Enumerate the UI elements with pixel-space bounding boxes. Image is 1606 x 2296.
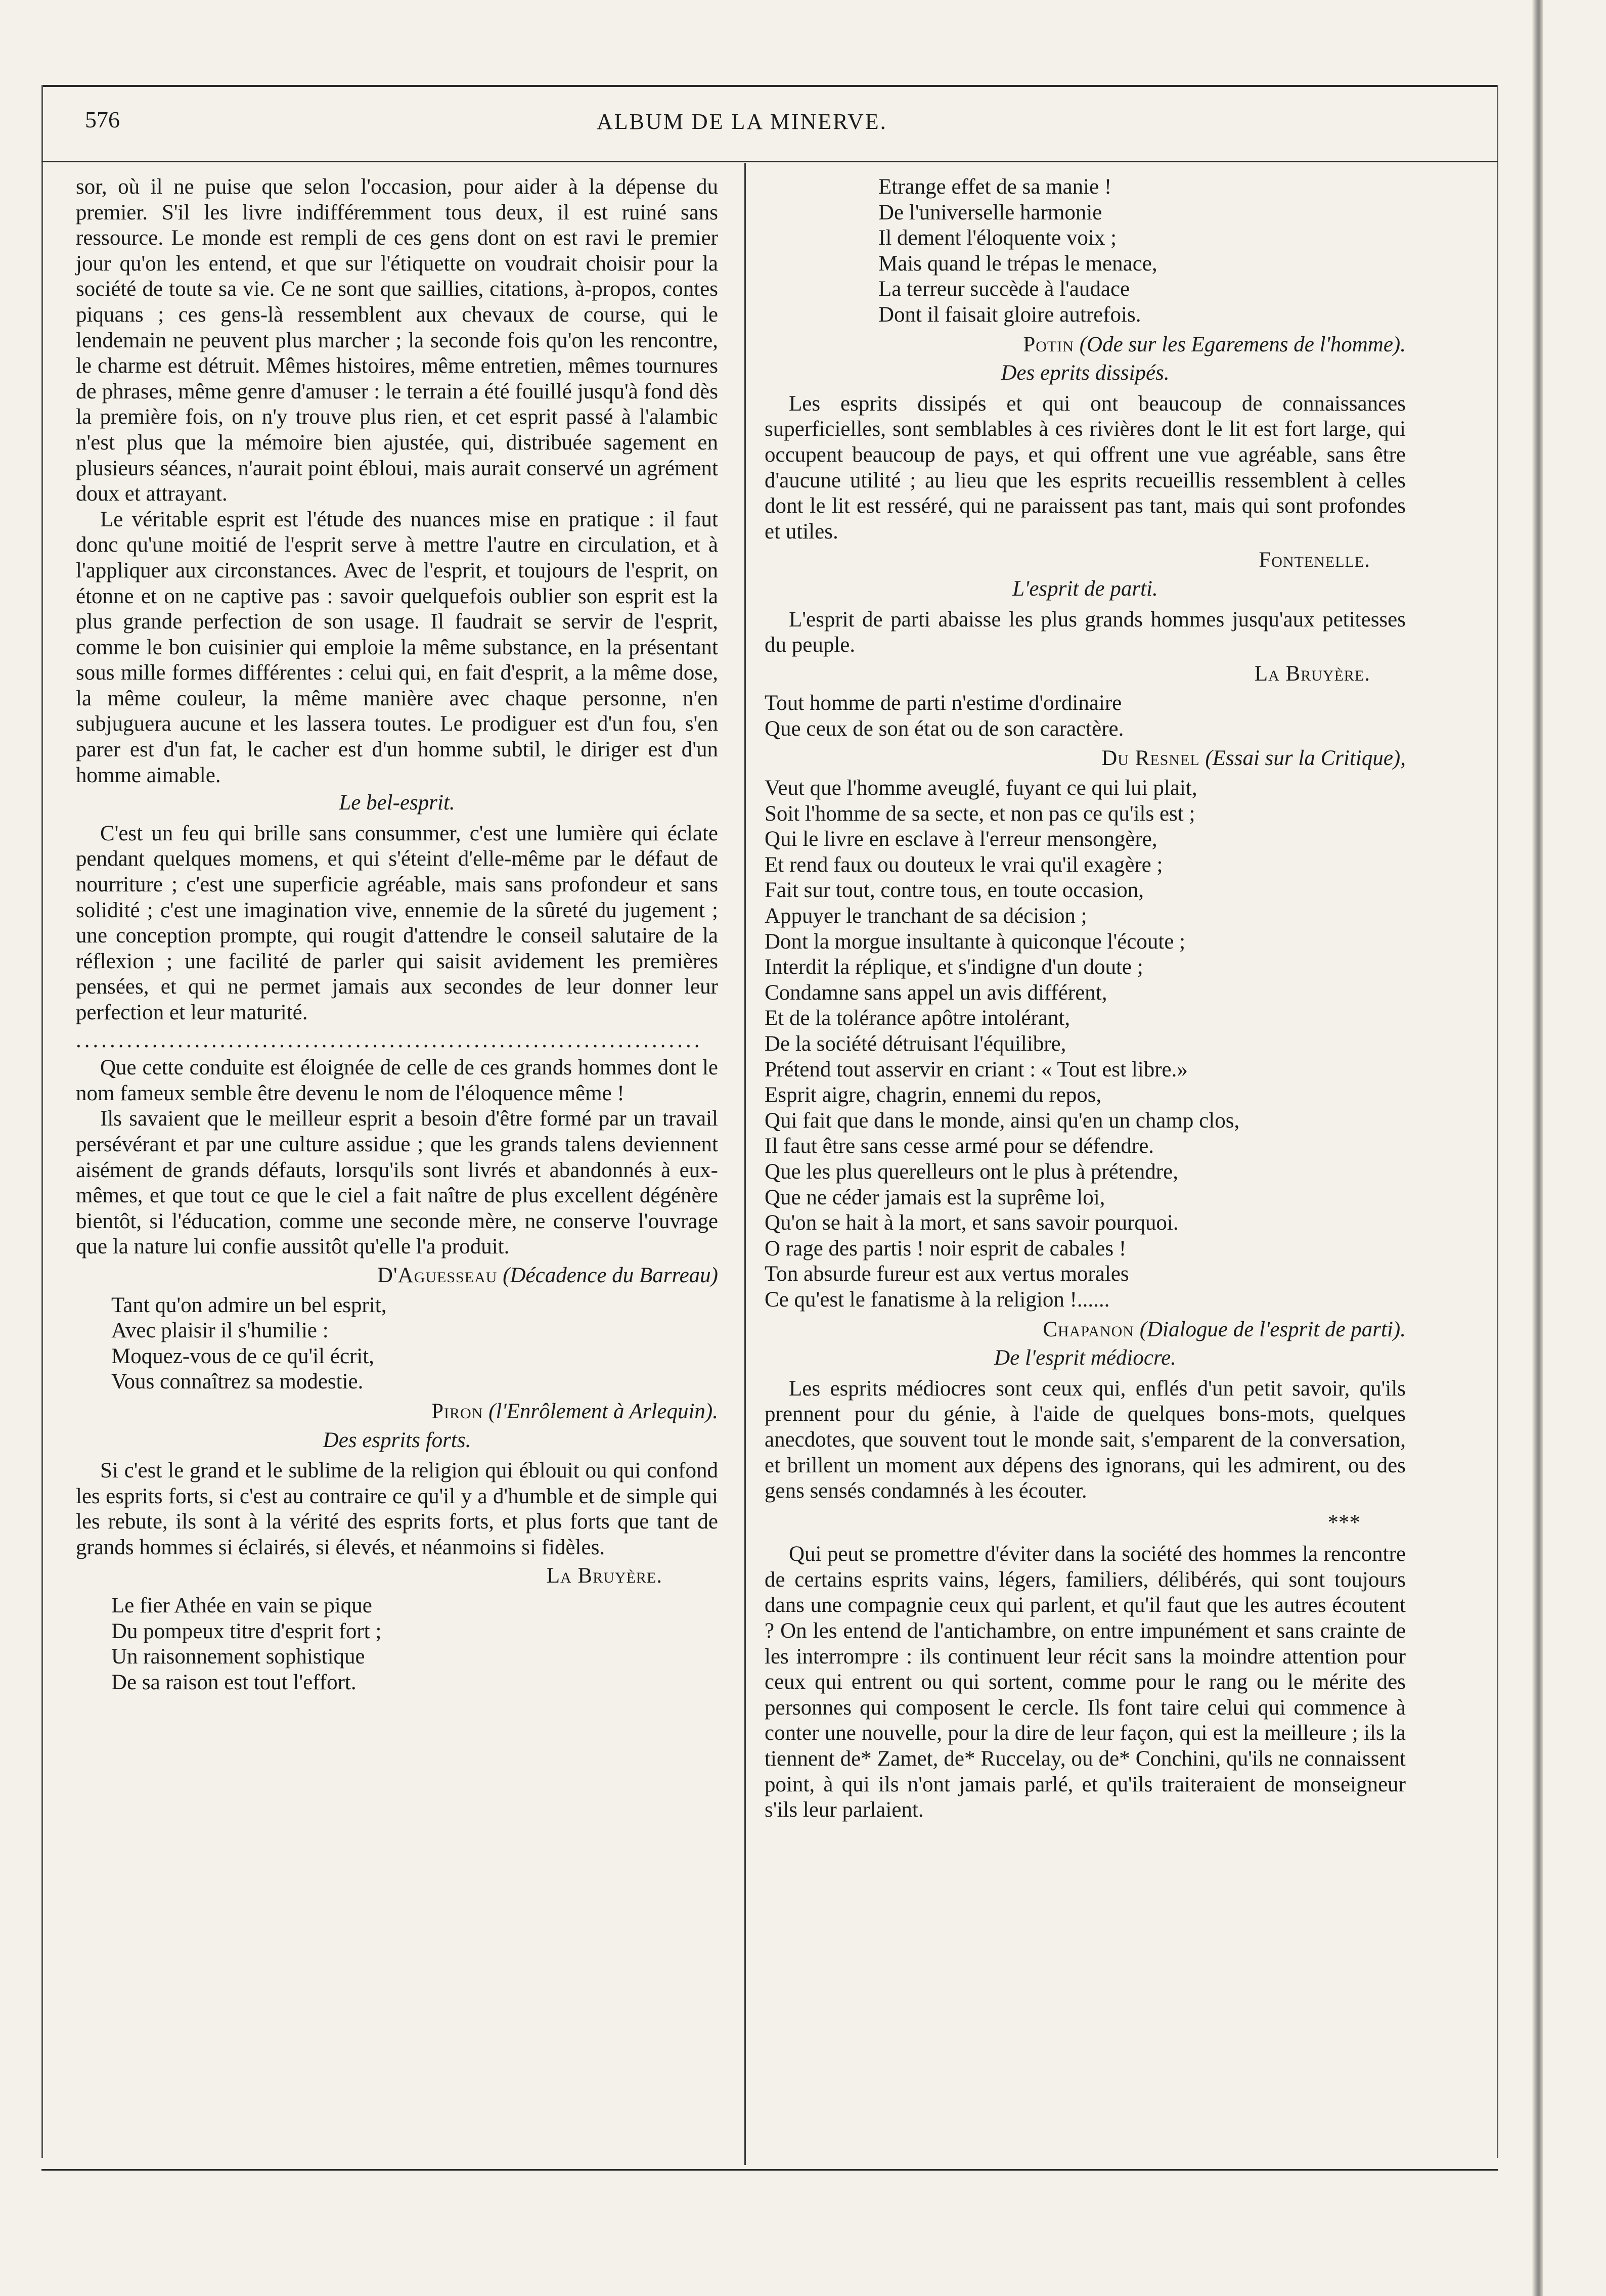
section-title-bel-esprit: Le bel-esprit. [339, 791, 455, 815]
paragraph: Si c'est le grand et le sublime de la religion qui éblouit ou qui confond les esprits forts, si c'est au contraire ce qu'il y a d'humble et de simple qui les rebute, ils sont à la vérité des esprits forts, et plus forts que tant de grands hommes si éclairés, si élevés, et néanmoins si fidèles. [76, 1459, 718, 1559]
paragraph: Ils savaient que le meilleur esprit a besoin d'être formé par un travail persévérant et par une culture assidue ; que les grands talens deviennent aisément de grands défauts, lorsqu'ils sont livrés et abandonnés à eux-mêmes, et que tout ce que le ciel a fait naître de plus excellent dégénère bientôt, si l'éducation, comme une seconde mère, ne conserve l'ouvrage que la nature lui confie aussitôt qu'elle l'a produit. [76, 1107, 718, 1259]
paragraph: Qui peut se promettre d'éviter dans la société des hommes la rencontre de certains esprits vains, légers, familiers, délibérés, qui sont toujours dans une compagnie ceux qui parlent, et qu'il faut que les autres écoutent ? On les entend de l'antichambre, on entre impunément et sans crainte de les interrompre : ils continuent leur récit sans la moindre attention pour ceux qui entrent ou qui sortent, comme pour le rang ou le mérite des personnes qui composent le cercle. Ils font taire celui qui commence à conter une nouvelle, pour la dire de leur façon, qui est la meilleure ; ils la tiennent de* Zamet, de* Ruccelay, ou de* Conchini, qu'ils ne connaissent point, à qui ils n'ont jamais parlé, et qu'ils traiteraient de monseigneur s'ils leur parlaient. [765, 1542, 1406, 1822]
page-number: 576 [85, 107, 120, 132]
verse-line: Fait sur tout, contre tous, en toute occasion, [765, 878, 1144, 903]
verse-line: Vous connaîtrez sa modestie. [111, 1370, 364, 1394]
attribution-work: (l'Enrôlement à Arlequin). [488, 1399, 718, 1423]
attribution-author: Chapanon [1043, 1317, 1134, 1341]
attribution-work: (Décadence du Barreau) [503, 1263, 718, 1287]
verse-line: Veut que l'homme aveuglé, fuyant ce qui lui plait, [765, 776, 1197, 800]
verse-line: O rage des partis ! noir esprit de cabales ! [765, 1236, 1127, 1260]
section-title-dissipes: Des eprits dissipés. [1001, 361, 1170, 385]
attribution-resnel [765, 746, 1406, 772]
attribution-piron [76, 1399, 718, 1425]
verse-piron [76, 1293, 718, 1395]
paragraph: Les esprits médiocres sont ceux qui, enflés d'un petit savoir, qu'ils prennent pour du génie, à l'aide de quelques bons-mots, quelques anecdotes, que souvent tout le monde sait, s'emparent de la conversation, et brillent un moment aux dépens des ignorans, qui les admirent, ou des gens sensés condamnés à les écouter. [765, 1376, 1406, 1503]
verse-line: Qui fait que dans le monde, ainsi qu'en un champ clos, [765, 1108, 1240, 1133]
verse-line: De l'universelle harmonie [878, 200, 1102, 224]
verse-line: Il dement l'éloquente voix ; [878, 226, 1117, 250]
attribution-author: Piron [431, 1399, 483, 1423]
attribution-work: (Ode sur les Egaremens de l'homme). [1079, 332, 1406, 356]
attribution-bruyere: La Bruyère. [546, 1564, 662, 1588]
verse-line: Avec plaisir il s'humilie : [111, 1319, 329, 1343]
verse-potin [765, 174, 1406, 328]
verse-line: Qui le livre en esclave à l'erreur mensongère, [765, 827, 1157, 851]
verse-line: Et rend faux ou douteux le vrai qu'il exagère ; [765, 852, 1163, 877]
section-title-parti: L'esprit de parti. [1012, 576, 1158, 601]
verse-line: Esprit aigre, chagrin, ennemi du repos, [765, 1083, 1102, 1107]
verse-line: Ton absurde fureur est aux vertus morales [765, 1262, 1129, 1286]
attribution-potin [765, 332, 1406, 358]
attribution-fontenelle: Fontenelle. [1259, 548, 1370, 572]
verse-line: Interdit la réplique, et s'indigne d'un doute ; [765, 955, 1143, 979]
verse-line: Moquez-vous de ce qu'il écrit, [111, 1344, 374, 1368]
verse-line: Que ceux de son état ou de son caractère. [765, 716, 1124, 741]
attribution-work: (Dialogue de l'esprit de parti). [1139, 1317, 1406, 1341]
paragraph: Les esprits dissipés et qui ont beaucoup de connaissances superficielles, sont semblables à ces rivières dont le lit est fort large, qui occupent beaucoup de pays, et qui offrent une vue agréable, sans être d'aucune utilité ; au lieu que les esprits recueillis ressemblent à celles dont le lit est resséré, qui ne paraissent pas tant, mais qui sont profondes et utiles. [765, 391, 1406, 544]
verse-athee [76, 1593, 718, 1695]
verse-parti [765, 691, 1406, 742]
verse-line: Du pompeux titre d'esprit fort ; [111, 1619, 382, 1643]
verse-line: Tant qu'on admire un bel esprit, [111, 1293, 387, 1317]
paragraph: L'esprit de parti abaisse les plus grands hommes jusqu'aux petitesses du peuple. [765, 607, 1406, 657]
right-frame-rule [1497, 85, 1498, 2158]
binding-edge [1532, 0, 1543, 2296]
verse-line: Dont la morgue insultante à quiconque l'écoute ; [765, 929, 1186, 954]
running-head: ALBUM DE LA MINERVE. [597, 109, 887, 134]
verse-line: Qu'on se hait à la mort, et sans savoir pourquoi. [765, 1211, 1179, 1235]
verse-line: Le fier Athée en vain se pique [111, 1594, 372, 1618]
top-rule [41, 85, 1498, 87]
verse-line: Que les plus querelleurs ont le plus à prétendre, [765, 1159, 1178, 1184]
attribution-author: Du Resnel [1101, 746, 1200, 771]
verse-line: Dont il faisait gloire autrefois. [878, 302, 1141, 327]
left-column [76, 174, 718, 1699]
verse-line: La terreur succède à l'audace [878, 277, 1130, 301]
verse-line: Que ne céder jamais est la suprême loi, [765, 1185, 1105, 1209]
right-column [765, 174, 1406, 1823]
verse-line: Tout homme de parti n'estime d'ordinaire [765, 691, 1122, 715]
paragraph: Que cette conduite est éloignée de celle de ces grands hommes dont le nom fameux semble être devenu le nom de l'éloquence même ! [76, 1056, 718, 1105]
attribution-author: D'Aguesseau [377, 1263, 498, 1287]
verse-line: Condamne sans appel un avis différent, [765, 980, 1107, 1005]
verse-line: Un raisonnement sophistique [111, 1645, 365, 1669]
section-stars: *** [1327, 1510, 1360, 1535]
verse-line: Etrange effet de sa manie ! [878, 175, 1112, 199]
column-divider [744, 163, 746, 2165]
attribution-aguesseau [76, 1263, 718, 1289]
verse-line: Ce qu'est le fanatisme à la religion !...... [765, 1287, 1110, 1312]
attribution-author: Potin [1023, 332, 1074, 356]
verse-critique [765, 776, 1406, 1313]
verse-line: Appuyer le tranchant de sa décision ; [765, 904, 1087, 928]
verse-line: Il faut être sans cesse armé pour se défendre. [765, 1134, 1154, 1158]
verse-line: Prétend tout asservir en criant : « Tout est libre.» [765, 1057, 1188, 1082]
attribution-chapanon [765, 1317, 1406, 1343]
verse-line: De la société détruisant l'équilibre, [765, 1032, 1066, 1056]
verse-line: Soit l'homme de sa secte, et non pas ce qu'ils est ; [765, 801, 1195, 826]
paragraph: Le véritable esprit est l'étude des nuances mise en pratique : il faut donc qu'une moitié de l'esprit serve à mettre l'autre en circulation, et à l'appliquer aux circonstances. Avec de l'esprit, et toujours de l'esprit, on étonne et on ne captive pas : savoir quelquefois oublier son esprit est la plus grande perfection de son usage. Il faudrait se servir de l'esprit, comme le bon cuisinier qui emploie la même substance, en la présentant sous mille formes différentes : celui qui, en fait d'esprit, a la même dose, la même couleur, la même manière avec chaque personne, n'en subjuguera aucune et les lassera toutes. Le prodiguer est d'un fou, s'en parer est d'un fat, le cacher est d'un homme subtil, le diriger est d'un homme aimable. [76, 507, 718, 787]
header-rule [41, 161, 1498, 162]
paragraph: sor, où il ne puise que selon l'occasion, pour aider à la dépense du premier. S'il les livre indifféremment tous deux, il est ruiné sans ressource. Le monde est rempli de ces gens dont on est ravi le premier jour qu'on les entend, et que sur l'étiquette on voudrait choisir pour la société de toute sa vie. Ce ne sont que saillies, citations, à-propos, contes piquans ; ces gens-là ressemblent aux chevaux de course, qui le lendemain ne peuvent plus marcher ; la seconde fois qu'on les rencontre, le charme est détruit. Mêmes histoires, même entretien, mêmes tournures de phrases, même genre d'amuser : le terrain a été fouillé jusqu'à fond dès la première fois, on n'y trouve plus rien, et cet esprit passé à l'alambic n'est plus que la mémoire bien ajustée, qui, distribuée sagement en plusieurs séances, n'aurait point ébloui, mais aurait conservé un agrément doux et attrayant. [76, 175, 718, 506]
paragraph: C'est un feu qui brille sans consummer, c'est une lumière qui éclate pendant quelques momens, et qui s'éteint d'elle-même par le défaut de nourriture ; c'est une superficie agréable, mais sans profondeur et sans solidité ; c'est une imagination vive, ennemie de la sûreté du jugement ; une conception prompte, qui rougit d'attendre le conseil salutaire de la réflexion ; une facilité de parler qui saisit avidement les premières pensées, et qui ne permet jamais aux secondes de leur donner leur perfection et leur maturité. [76, 821, 718, 1024]
bottom-rule [41, 2169, 1498, 2171]
verse-line: De sa raison est tout l'effort. [111, 1670, 356, 1694]
attribution-bruyere: La Bruyère. [1254, 661, 1370, 686]
section-title-esprits-forts: Des esprits forts. [323, 1428, 471, 1452]
verse-line: Mais quand le trépas le menace, [878, 251, 1157, 276]
attribution-work: (Essai sur la Critique), [1205, 746, 1406, 771]
left-frame-rule [41, 85, 43, 2158]
ellipsis-rule: .......................................................................... [76, 1028, 703, 1052]
verse-line: Et de la tolérance apôtre intolérant, [765, 1006, 1070, 1030]
section-title-mediocre: De l'esprit médiocre. [994, 1346, 1176, 1370]
